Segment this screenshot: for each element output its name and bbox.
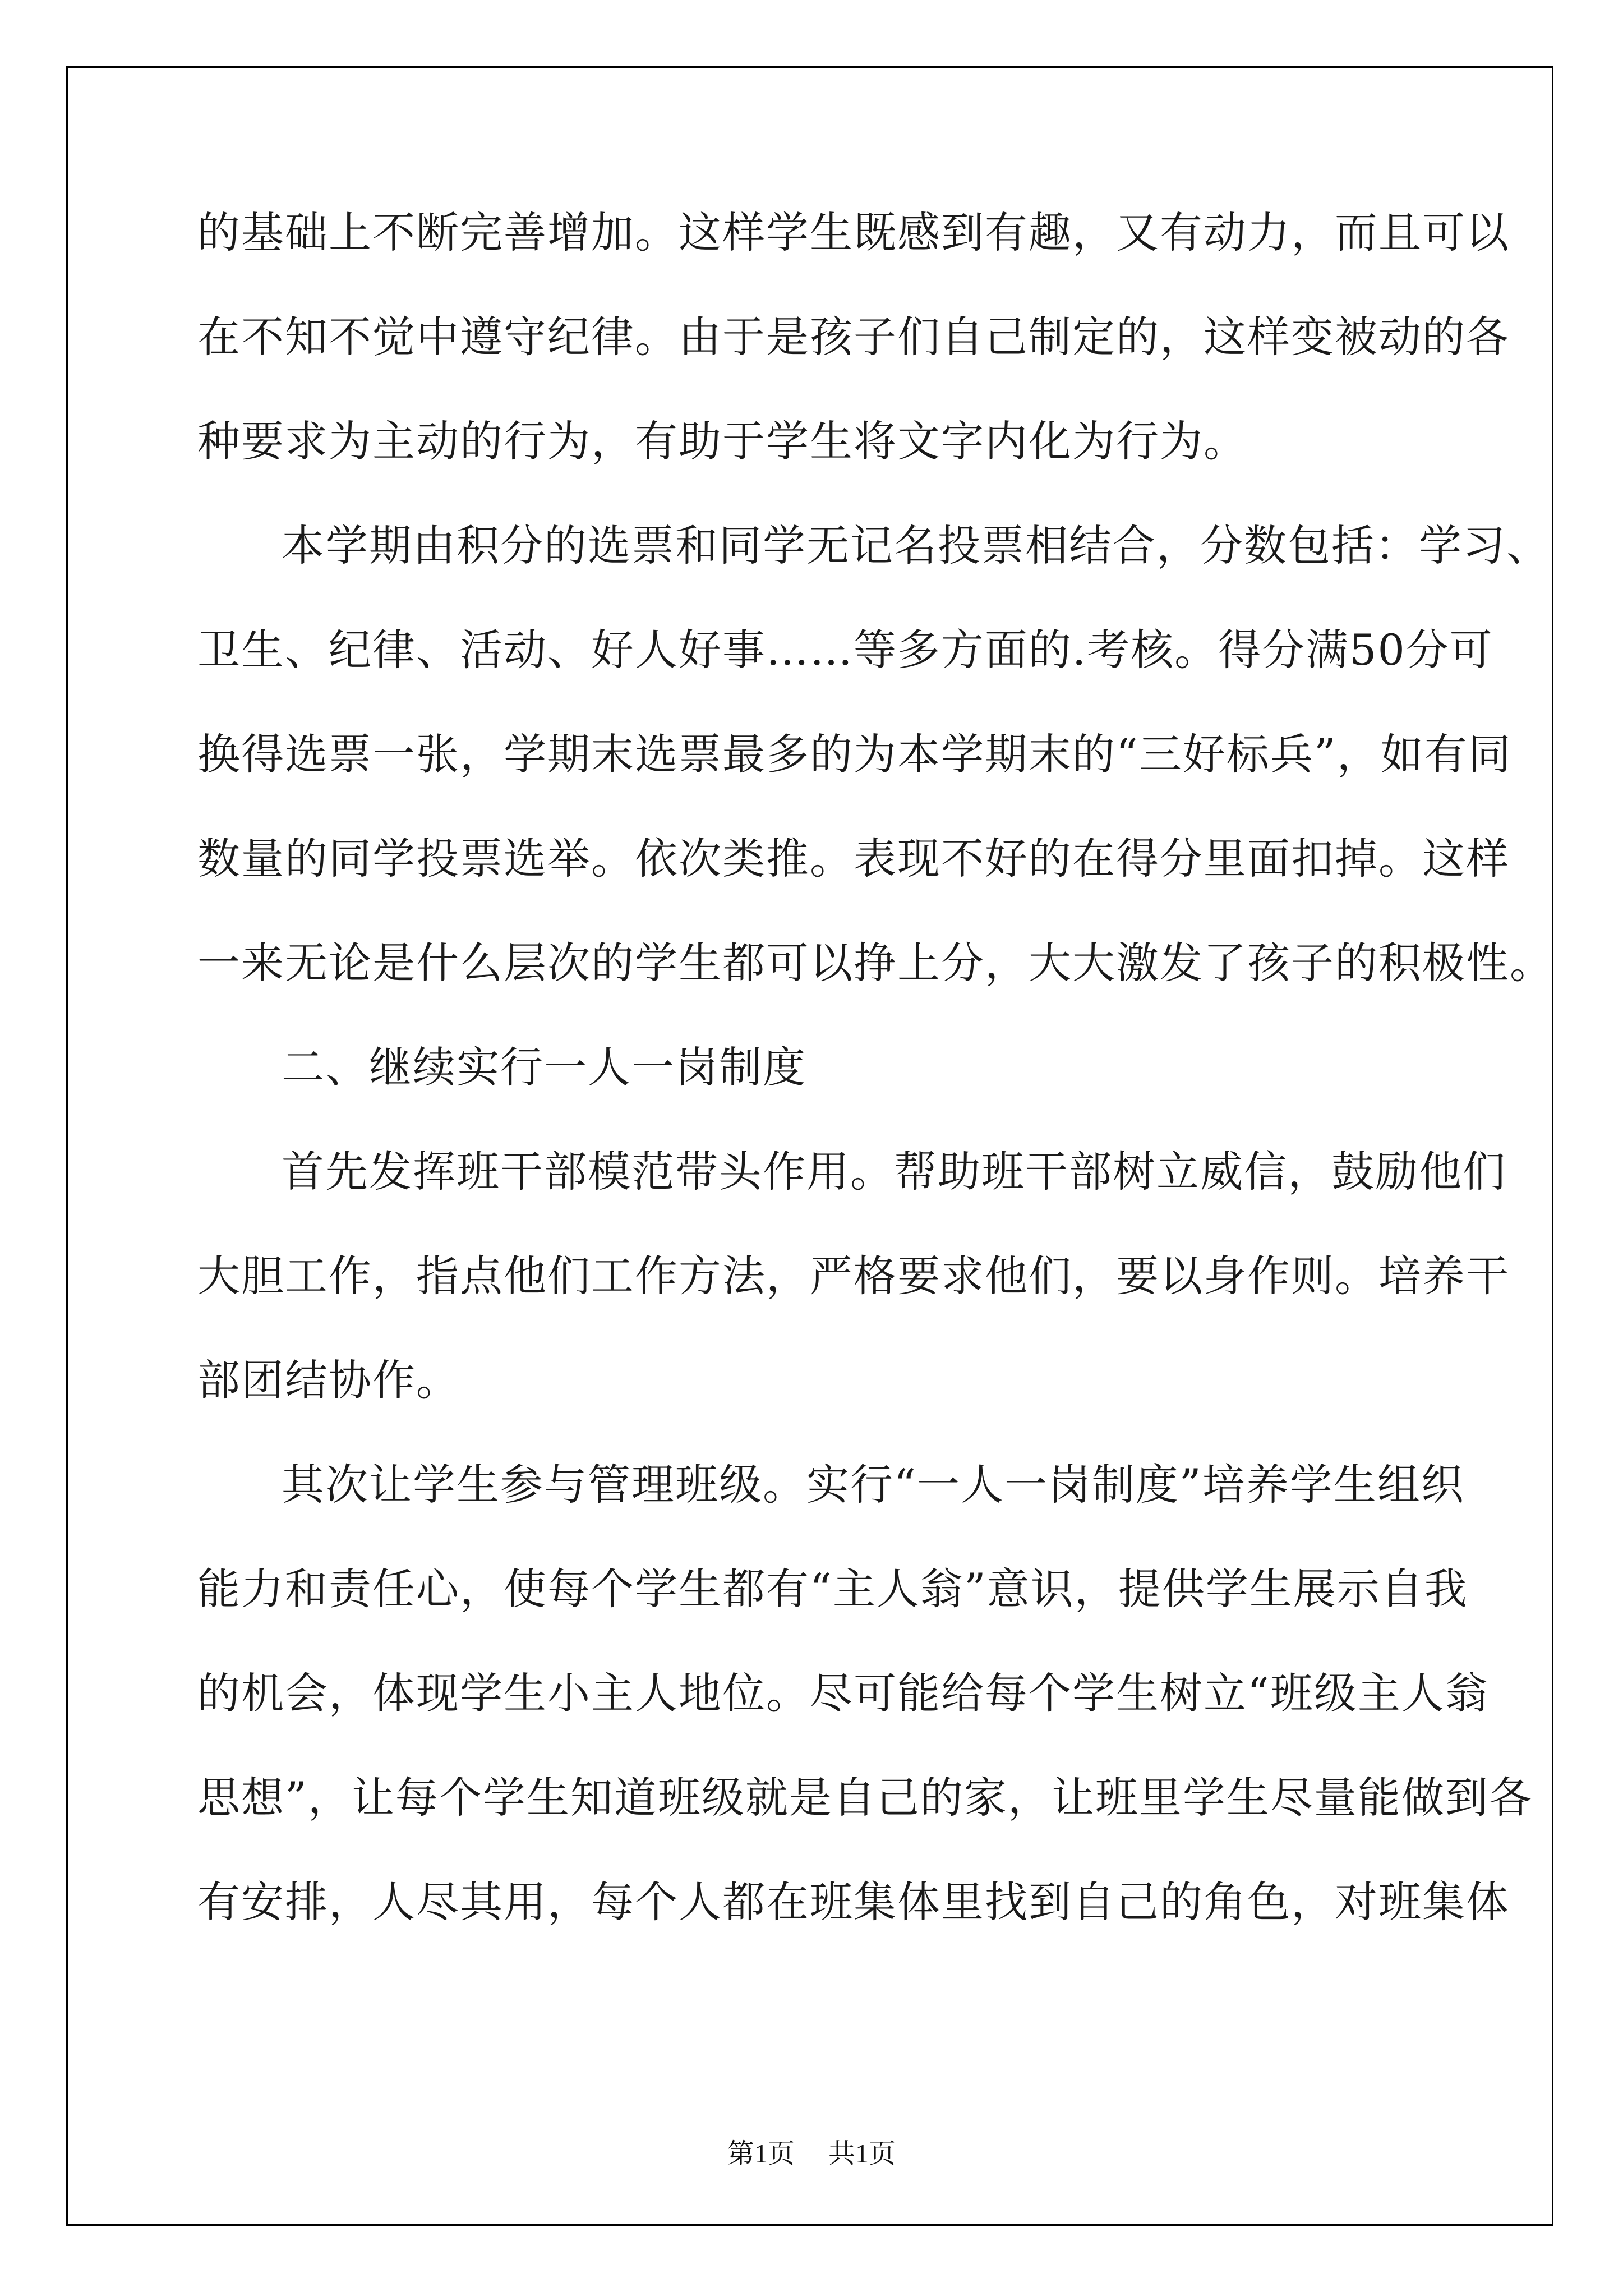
paragraph-start-line: 首先发挥班干部模范带头作用。帮助班干部树立威信，鼓励他们 bbox=[282, 1147, 1506, 1197]
text-line: 换得选票一张，学期末选票最多的为本学期末的“三好标兵”，如有同 bbox=[197, 729, 1512, 779]
text-line: 一来无论是什么层次的学生都可以挣上分，大大激发了孩子的积极性。 bbox=[197, 938, 1553, 988]
text-line: 的基础上不断完善增加。这样学生既感到有趣，又有动力，而且可以 bbox=[197, 208, 1510, 257]
paragraph-start-line: 本学期由积分的选票和同学无记名投票相结合，分数包括：学习、 bbox=[282, 521, 1550, 570]
text-line: 思想”，让每个学生知道班级就是自己的家，让班里学生尽量能做到各 bbox=[197, 1773, 1533, 1823]
page-number: 第1页 bbox=[727, 2139, 795, 2169]
text-line: 部团结协作。 bbox=[197, 1355, 460, 1405]
text-line: 有安排，人尽其用，每个人都在班集体里找到自己的角色，对班集体 bbox=[197, 1877, 1510, 1927]
text-line: 大胆工作，指点他们工作方法，严格要求他们，要以身作则。培养干 bbox=[197, 1251, 1510, 1301]
text-line: 在不知不觉中遵守纪律。由于是孩子们自己制定的，这样变被动的各 bbox=[197, 312, 1510, 362]
text-line: 种要求为主动的行为，有助于学生将文字内化为行为。 bbox=[197, 416, 1247, 466]
text-line: 卫生、纪律、活动、好人好事……等多方面的.考核。得分满50分可 bbox=[197, 625, 1493, 675]
text-line: 数量的同学投票选举。依次类推。表现不好的在得分里面扣掉。这样 bbox=[197, 834, 1510, 884]
paragraph-start-line: 其次让学生参与管理班级。实行“一人一岗制度”培养学生组织 bbox=[282, 1460, 1465, 1510]
page-total: 共1页 bbox=[828, 2139, 896, 2169]
page-footer bbox=[0, 2132, 1623, 2170]
text-line: 能力和责任心，使每个学生都有“主人翁”意识，提供学生展示自我 bbox=[197, 1564, 1468, 1614]
section-heading: 二、继续实行一人一岗制度 bbox=[282, 1042, 806, 1092]
text-line: 的机会，体现学生小主人地位。尽可能给每个学生树立“班级主人翁 bbox=[197, 1668, 1489, 1718]
